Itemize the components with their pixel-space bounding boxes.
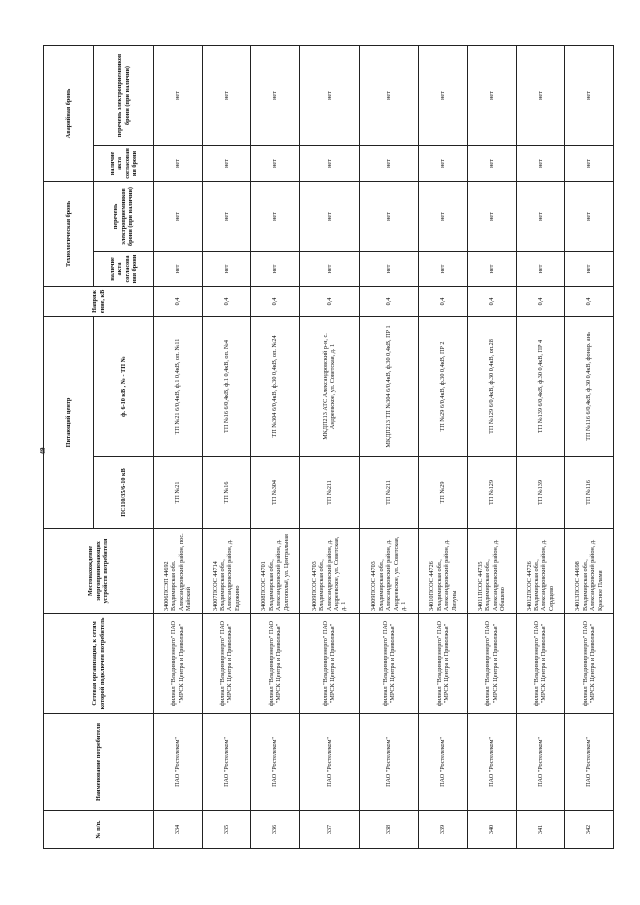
cell-consumer: ПАО "Ростелеком" [299, 714, 359, 811]
cell-network: филиал "Владимирэнерго" ПАО "МРСК Центра и Приволжья" [202, 614, 251, 714]
cell-consumer: ПАО "Ростелеком" [467, 714, 516, 811]
cell-act-emergency: нет [299, 145, 359, 181]
cell-act-emergency: нет [419, 145, 468, 181]
header-row-1 [44, 45, 94, 848]
table-row [299, 45, 359, 848]
cell-feeder: МКДП213 АТС Александровский р-н, с. Андреевское, ул. Советская, д. 1 [299, 317, 359, 457]
cell-act-tech: нет [419, 252, 468, 287]
cell-list-emergency: нет [251, 45, 300, 145]
cell-list-tech: нет [154, 181, 203, 251]
cell-num: 342 [565, 811, 614, 849]
header-voltage: Напряжение, кВ [44, 287, 154, 317]
cell-voltage: 0,4 [202, 287, 251, 317]
cell-location: 34012ПСОС 44726 Владимирская обл., Александровский район, д. Сердцево [516, 529, 565, 614]
cell-voltage: 0,4 [467, 287, 516, 317]
cell-num: 338 [359, 811, 419, 849]
table-row [467, 45, 516, 848]
cell-list-emergency: нет [467, 45, 516, 145]
cell-list-emergency: нет [202, 45, 251, 145]
cell-feeder: ТП №129 6/0,4кВ, ф.30 0,4кВ, оп.28 [467, 317, 516, 457]
table-row [202, 45, 251, 848]
cell-act-emergency: нет [467, 145, 516, 181]
header-act-tech: наличие акта согласования брони [94, 252, 154, 287]
header-feeder: ф. 6-10 кВ , № - ТП № [94, 317, 154, 457]
cell-act-tech: нет [154, 252, 203, 287]
cell-location: 34010ПСОС 44726 Владимирская обл., Александровский район, д. Лизуны [419, 529, 468, 614]
cell-network: филиал "Владимирэнерго" ПАО "МРСК Центра и Приволжья" [359, 614, 419, 714]
cell-num: 334 [154, 811, 203, 849]
cell-ps: ТП №139 [516, 457, 565, 529]
cell-consumer: ПАО "Ростелеком" [516, 714, 565, 811]
header-feed-center: Питающий центр [44, 317, 94, 529]
cell-ps: ТП №29 [419, 457, 468, 529]
header-list-emergency: перечень электроприемников брони (при наличии) [94, 45, 154, 145]
cell-consumer: ПАО "Ростелеком" [251, 714, 300, 811]
cell-list-tech: нет [467, 181, 516, 251]
cell-consumer: ПАО "Ростелеком" [419, 714, 468, 811]
cell-num: 341 [516, 811, 565, 849]
cell-act-emergency: нет [359, 145, 419, 181]
cell-network: филиал "Владимирэнерго" ПАО "МРСК Центра и Приволжья" [299, 614, 359, 714]
cell-act-tech: нет [359, 252, 419, 287]
cell-list-emergency: нет [359, 45, 419, 145]
header-num: № п/п. [44, 811, 154, 849]
cell-act-emergency: нет [565, 145, 614, 181]
cell-voltage: 0,4 [516, 287, 565, 317]
cell-location: 34006ПСЭП 44692 Владимирская обл. Александровский район, пос. Майский [154, 529, 203, 614]
consumer-table [43, 45, 614, 849]
cell-feeder: МКДП213 ТП №304 6/0,4кВ, ф.30 0,4кВ, ПР 1 [359, 317, 419, 457]
cell-network: филиал "Владимирэнерго" ПАО "МРСК Центра и Приволжья" [154, 614, 203, 714]
cell-ps: ТП №21 [154, 457, 203, 529]
cell-network: филиал "Владимирэнерго" ПАО "МРСК Центра и Приволжья" [251, 614, 300, 714]
cell-list-tech: нет [202, 181, 251, 251]
cell-num: 336 [251, 811, 300, 849]
cell-num: 340 [467, 811, 516, 849]
table-row [154, 45, 203, 848]
cell-act-tech: нет [299, 252, 359, 287]
cell-network: филиал "Владимирэнерго" ПАО "МРСК Центра и Приволжья" [467, 614, 516, 714]
cell-feeder: ТП №29 6/0,4кВ, ф.30 0,4кВ, ПР 2 [419, 317, 468, 457]
header-emergency-armor: Аварийная бронь [44, 45, 94, 181]
cell-list-tech: нет [359, 181, 419, 251]
header-ps: ПС110/35/6-10 кВ [94, 457, 154, 529]
cell-voltage: 0,4 [154, 287, 203, 317]
cell-consumer: ПАО "Ростелеком" [359, 714, 419, 811]
cell-list-tech: нет [299, 181, 359, 251]
cell-act-emergency: нет [251, 145, 300, 181]
cell-list-emergency: нет [299, 45, 359, 145]
cell-feeder: ТП №139 6/0,4кВ, ф.30 0,4кВ, ПР 4 [516, 317, 565, 457]
cell-network: филиал "Владимирэнерго" ПАО "МРСК Центра и Приволжья" [419, 614, 468, 714]
cell-ps: ТП №211 [299, 457, 359, 529]
cell-voltage: 0,4 [299, 287, 359, 317]
cell-voltage: 0,4 [419, 287, 468, 317]
cell-act-emergency: нет [202, 145, 251, 181]
cell-list-emergency: нет [565, 45, 614, 145]
cell-act-tech: нет [565, 252, 614, 287]
cell-location: 34013ПСОС 44698 Владимирская обл., Александровский район, д. Красное Пламя [565, 529, 614, 614]
header-consumer: Наименование потребителя [44, 714, 154, 811]
table-row [251, 45, 300, 848]
table-row [516, 45, 565, 848]
cell-network: филиал "Владимирэнерго" ПАО "МРСК Центра и Приволжья" [516, 614, 565, 714]
cell-location: 34009ПСОС 44703 Владимирская обл., Александровский район, д. Андреевское, ул. Советская, д. 1 [359, 529, 419, 614]
cell-location: 34007ПСОС 44714 Владимирская обл., Александровский район, д. Евдокино [202, 529, 251, 614]
cell-location: 34009ПСОС 44703 Владимирская обл., Александровский район, д. Андреевское, ул. Советская, д. 1 [299, 529, 359, 614]
header-location: Местонахождение энергопринимающих устройств потребителя [44, 529, 154, 614]
header-act-emergency: наличие акта согласования брони [94, 145, 154, 181]
cell-num: 335 [202, 811, 251, 849]
rotated-page [43, 46, 614, 849]
cell-list-tech: нет [516, 181, 565, 251]
table-row [359, 45, 419, 848]
cell-ps: ТП №116 [565, 457, 614, 529]
cell-feeder: ТП №116 6/0,4кВ, ф.30 0,4кВ, фонар. ань [565, 317, 614, 457]
header-tech-armor: Технологическая бронь [44, 181, 94, 286]
table-row [565, 45, 614, 848]
cell-consumer: ПАО "Ростелеком" [565, 714, 614, 811]
cell-feeder: ТП №21 6/0,4кВ, ф.1 0,4кВ, оп. №11 [154, 317, 203, 457]
cell-network: филиал "Владимирэнерго" ПАО "МРСК Центра и Приволжья" [565, 614, 614, 714]
cell-act-emergency: нет [516, 145, 565, 181]
cell-ps: ТП №304 [251, 457, 300, 529]
cell-voltage: 0,4 [251, 287, 300, 317]
cell-num: 339 [419, 811, 468, 849]
cell-consumer: ПАО "Ростелеком" [202, 714, 251, 811]
cell-list-tech: нет [565, 181, 614, 251]
cell-act-tech: нет [202, 252, 251, 287]
header-network: Сетевая организация, к сетям которой подключен потребитель [44, 614, 154, 714]
cell-list-emergency: нет [154, 45, 203, 145]
cell-act-tech: нет [516, 252, 565, 287]
cell-consumer: ПАО "Ростелеком" [154, 714, 203, 811]
header-list-tech: перечень электроприемников брони (при наличии) [94, 181, 154, 251]
cell-ps: ТП №16 [202, 457, 251, 529]
cell-list-tech: нет [419, 181, 468, 251]
cell-list-emergency: нет [516, 45, 565, 145]
table-body [154, 45, 614, 848]
cell-ps: ТП №211 [359, 457, 419, 529]
cell-feeder: ТП №16 6/0,4кВ, ф.1 0,4кВ, оп. №4 [202, 317, 251, 457]
page-number: 49 [39, 447, 47, 455]
cell-location: 34008ПСОС 44701 Владимирская обл., Александровский район, д. Долгопольё, ул. Центральная [251, 529, 300, 614]
cell-list-emergency: нет [419, 45, 468, 145]
cell-act-emergency: нет [154, 145, 203, 181]
cell-num: 337 [299, 811, 359, 849]
table-row [419, 45, 468, 848]
cell-voltage: 0,4 [359, 287, 419, 317]
cell-voltage: 0,4 [565, 287, 614, 317]
cell-feeder: ТП №304 6/0,4кВ, ф.30 0,4кВ, оп. №24 [251, 317, 300, 457]
cell-act-tech: нет [467, 252, 516, 287]
cell-list-tech: нет [251, 181, 300, 251]
cell-location: 34011ПСОС 44735 Владимирская обл., Александровский район, д. Обашево [467, 529, 516, 614]
cell-act-tech: нет [251, 252, 300, 287]
cell-ps: ТП №129 [467, 457, 516, 529]
